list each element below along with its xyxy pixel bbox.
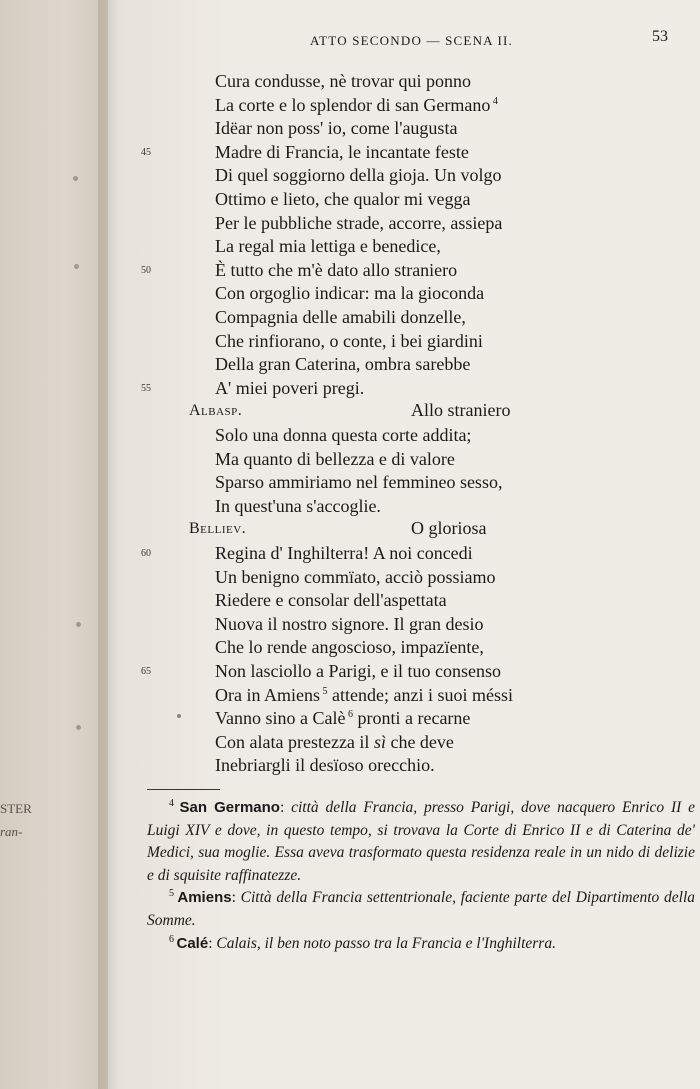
- footnote-reference: 4: [490, 95, 498, 107]
- verse-line: Con orgoglio indicar: ma la gioconda: [215, 283, 485, 304]
- verse-line-number: 55: [141, 382, 151, 394]
- verse-line: In quest'una s'accoglie.: [215, 495, 381, 516]
- verse-line: Allo straniero: [411, 400, 511, 421]
- verse-line: Per le pubbliche strade, accorre, assiepa: [215, 212, 503, 233]
- left-page-fragment: ran-: [0, 824, 23, 839]
- verse-line: Ora in Amiens $^5$ attende; anzi i suoi méssi: [215, 684, 513, 705]
- verse-line: Cura condusse, nè trovar qui ponno: [215, 71, 471, 91]
- verse-line: Regina d' Inghilterra! A noi concedi: [215, 543, 473, 563]
- footnote: $^6$ Calé: Calais, il ben noto passo tra la Francia e l'Inghilterra.: [169, 933, 556, 952]
- footnote-term: Calé: [176, 934, 209, 952]
- verse-line: Di quel soggiorno della gioja. Un volgo: [215, 165, 502, 186]
- verse-line: Nuova il nostro signore. Il gran desio: [215, 613, 484, 634]
- verse-line: Con alata prestezza il sì che deve: [215, 731, 454, 752]
- verse-line-number: 50: [141, 264, 151, 276]
- verse-line: La corte e lo splendor di san Germano $^4$: [215, 94, 498, 115]
- speaker-name: Albasp.: [189, 402, 243, 420]
- running-header: ATTO SECONDO — SCENA II.: [310, 33, 513, 48]
- footnote-marker: 6: [169, 933, 177, 945]
- footnote-reference: 6: [345, 709, 353, 721]
- verse-line: Che lo rende angoscioso, impazïente,: [215, 637, 484, 658]
- foxing-spot: [76, 622, 81, 627]
- verse-line: Vanno sino a Calè $^6$ pronti a recarne: [215, 708, 471, 729]
- speaker-name: Belliev.: [189, 520, 247, 538]
- verse-line: Non lasciollo a Parigi, e il tuo consenso: [215, 661, 501, 681]
- footnote-definition: città della Francia, presso Parigi, dove nacquero Enrico II e Luigi XIV e dove, in questo tempo, si trovava la Corte di Enrico II e di Caterina de' Medici, sua moglie. Essa aveva trasformato questa residenza reale in un nido di delizie e di squisite raffinatezze.: [147, 799, 696, 884]
- foxing-spot: [74, 264, 79, 269]
- verse-line: A' miei poveri pregi.: [215, 377, 365, 398]
- footnote: $^4$ San Germano: città della Francia, presso Parigi, dove nacquero Enrico II e Luigi XIV e dove, in questo tempo, si trovava la Corte di Enrico II e di Caterina de' Medici, sua moglie. Essa aveva trasformato questa residenza reale in un nido di delizie e di squisite raffinatezze.: [147, 797, 696, 884]
- footnote-term: Amiens: [177, 889, 232, 907]
- foxing-spot: [73, 176, 78, 181]
- verse-line: Inebriargli il desïoso orecchio.: [215, 755, 435, 776]
- verse-line: O gloriosa: [411, 518, 487, 539]
- verse-line: Solo una donna questa corte addita;: [215, 425, 472, 445]
- footnotes-section: [147, 797, 695, 955]
- verse-line: Ma quanto di bellezza e di valore: [215, 448, 455, 469]
- page-number: 53: [652, 28, 668, 45]
- foxing-spot: [76, 725, 81, 730]
- left-page-fragment: STER: [0, 801, 32, 816]
- verse-line: Idëar non poss' io, come l'augusta: [215, 118, 458, 139]
- previous-page-edge: [0, 0, 108, 1089]
- verse-line: Compagnia delle amabili donzelle,: [215, 307, 466, 327]
- footnote: $^5$ Amiens: Città della Francia settentrionale, faciente parte del Dipartimento della Somme.: [147, 888, 696, 929]
- verse-line: Riedere e consolar dell'aspettata: [215, 590, 447, 611]
- verse-line: Madre di Francia, le incantate feste: [215, 141, 469, 162]
- footnote-marker: 5: [169, 888, 178, 900]
- verse-line: Della gran Caterina, ombra sarebbe: [215, 354, 471, 375]
- verse-line: Sparso ammiriamo nel femmineo sesso,: [215, 472, 503, 493]
- verse-line: Che rinfiorano, o conte, i bei giardini: [215, 330, 483, 351]
- foxing-spot: [177, 714, 181, 718]
- footnote-marker: 4: [169, 797, 180, 809]
- emphasis: sì: [373, 731, 386, 752]
- footnote-divider: [147, 789, 220, 790]
- footnote-definition: Calais, il ben noto passo tra la Francia e l'Inghilterra.: [216, 934, 556, 952]
- footnote-term: San Germano: [179, 799, 280, 816]
- verse-line-number: 65: [141, 666, 151, 677]
- verse-line: Un benigno commïato, acciò possiamo: [215, 566, 496, 587]
- verse-line: La regal mia lettiga e benedice,: [215, 236, 441, 257]
- page-gutter-shadow: [98, 0, 120, 1089]
- verse-line: È tutto che m'è dato allo straniero: [215, 259, 458, 280]
- footnote-definition: Città della Francia settentrionale, faciente parte del Dipartimento della Somme.: [147, 889, 696, 929]
- verse-line-number: 60: [141, 548, 151, 559]
- verse-line: Ottimo e lieto, che qualor mi vegga: [215, 189, 471, 209]
- footnote-reference: 5: [320, 685, 328, 697]
- verse-line-number: 45: [141, 146, 151, 158]
